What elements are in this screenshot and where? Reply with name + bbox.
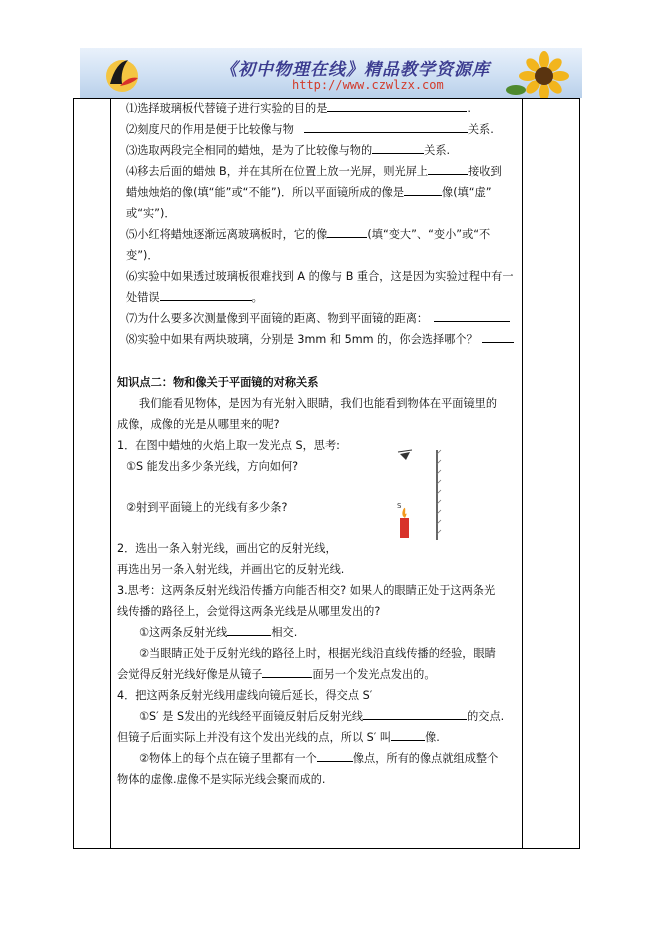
- step-4b-text: ②物体上的每个点在镜子里都有一个: [139, 752, 317, 765]
- step-4b-line1: [117, 748, 519, 769]
- step-1a: ①S 能发出多少条光线，方向如何?: [126, 460, 299, 473]
- banner-url[interactable]: http://www.czwlzx.com: [292, 78, 444, 92]
- q5-tail-1: (填“变大”、“变小”或“不: [367, 228, 491, 241]
- candle-mirror-figure: [396, 448, 446, 544]
- step-3b-text: 会觉得反射光线好像是从镜子: [117, 668, 263, 681]
- step-4a2-blank[interactable]: [391, 727, 425, 741]
- candle-icon: [400, 508, 409, 538]
- step-3b-tail: 面另一个发光点发出的。: [312, 668, 436, 681]
- step-4b-line2: 物体的虚像.虚像不是实际光线会聚而成的.: [117, 773, 326, 786]
- question-4-line1: [117, 161, 519, 182]
- site-logo-icon: [102, 54, 142, 94]
- q4-blank-1[interactable]: [428, 161, 468, 175]
- step-1: 1．在图中蜡烛的火焰上取一发光点 S，思考:: [117, 439, 340, 452]
- q2-text: ⑵刻度尺的作用是便于比较像与物: [126, 123, 294, 136]
- q3-blank[interactable]: [372, 140, 424, 154]
- q4-tail-2: 像(填“虚”: [442, 186, 492, 199]
- step-4a2-text: 但镜子后面实际上并没有这个发出光线的点，所以 S′ 叫: [117, 731, 392, 744]
- column-divider-right: [522, 98, 523, 849]
- step-4a-line1: [117, 706, 519, 727]
- question-5-line1: [117, 224, 519, 245]
- question-5-line2: [117, 245, 519, 266]
- q7-text: ⑺为什么要多次测量像到平面镜的距离、物到平面镜的距离：: [126, 312, 429, 325]
- step-3a: [117, 622, 519, 643]
- step-4a-tail: 的交点.: [467, 710, 505, 723]
- q6-text-2: 处错误: [126, 291, 160, 304]
- intro-line-2: 成像，成像的光是从哪里来的呢?: [117, 418, 280, 431]
- step-4a-line2: [117, 727, 519, 748]
- q2-tail: 关系.: [467, 123, 494, 136]
- sunflower-icon: [506, 50, 576, 98]
- question-1: [117, 98, 519, 119]
- q8-blank[interactable]: [482, 329, 514, 343]
- worksheet-content: [117, 98, 519, 790]
- q7-blank[interactable]: [434, 308, 510, 322]
- step-3b-line1: ②当眼睛正处于反射光线的路径上时，根据光线沿直线传播的经验，眼睛: [139, 647, 496, 660]
- q4-blank-2[interactable]: [404, 182, 442, 196]
- step-3-line1: 3.思考：这两条反射光线沿传播方向能否相交? 如果人的眼睛正处于这两条光: [117, 584, 496, 597]
- point-s-label: S: [397, 502, 402, 510]
- section-heading: 知识点二：物和像关于平面镜的对称关系: [117, 376, 319, 389]
- question-4-line3: [117, 203, 519, 224]
- column-divider-left: [110, 98, 111, 849]
- q4-text-1: ⑷移去后面的蜡烛 B，并在其所在位置上放一光屏，则光屏上: [126, 165, 429, 178]
- step-3b-blank[interactable]: [262, 664, 312, 678]
- step-3a-tail: 相交.: [271, 626, 298, 639]
- q3-text: ⑶选取两段完全相同的蜡烛，是为了比较像与物的: [126, 144, 373, 157]
- q6-text-1: ⑹实验中如果透过玻璃板很难找到 A 的像与 B 重合，这是因为实验过程中有一: [126, 270, 514, 283]
- step-3a-text: ①这两条反射光线: [139, 626, 228, 639]
- q6-tail: 。: [251, 291, 263, 304]
- q8-text: ⑻实验中如果有两块玻璃，分别是 3mm 和 5mm 的，你会选择哪个？: [126, 333, 478, 346]
- step-2-line1: 2．选出一条入射光线，画出它的反射光线，: [117, 542, 337, 555]
- question-3: [117, 140, 519, 161]
- eye-icon: [398, 450, 412, 460]
- step-3b-line2: [117, 664, 519, 685]
- step-3-line2: 线传播的路径上，会觉得这两条光线是从哪里发出的?: [117, 605, 381, 618]
- step-3a-blank[interactable]: [227, 622, 271, 636]
- question-8: [117, 329, 519, 350]
- q1-text: ⑴选择玻璃板代替镜子进行实验的目的是: [126, 102, 328, 115]
- step-4a-blank[interactable]: [363, 706, 467, 720]
- step-4b-blank[interactable]: [317, 748, 353, 762]
- q2-blank[interactable]: [304, 119, 468, 133]
- step-2-line2: 再选出另一条入射光线，并画出它的反射光线.: [117, 563, 345, 576]
- question-6-line1: [117, 266, 519, 287]
- q3-tail: 关系.: [424, 144, 451, 157]
- q5-text-1: ⑸小红将蜡烛逐渐远离玻璃板时，它的像: [126, 228, 328, 241]
- question-7: [117, 308, 519, 329]
- q4-text-3: 或“实”)．: [126, 207, 176, 220]
- q6-blank[interactable]: [160, 287, 252, 301]
- step-4a-text: ①S′ 是 S发出的光线经平面镜反射后反射光线: [139, 710, 364, 723]
- step-4a2-tail: 像.: [425, 731, 440, 744]
- q5-text-2: 变”)．: [126, 249, 159, 262]
- step-1b: ②射到平面镜上的光线有多少条?: [126, 501, 288, 514]
- step-4: 4．把这两条反射光线用虚线向镜后延长，得交点 S′: [117, 689, 373, 702]
- question-2: [117, 119, 519, 140]
- question-6-line2: [117, 287, 519, 308]
- header-banner: [80, 48, 582, 98]
- q4-text-2: 蜡烛烛焰的像(填“能”或“不能”)．所以平面镜所成的像是: [126, 186, 405, 199]
- q4-tail-1: 接收到: [468, 165, 502, 178]
- q1-tail: .: [467, 102, 471, 115]
- q1-blank[interactable]: [327, 98, 467, 112]
- step-4b-tail: 像点，所有的像点就组成整个: [352, 752, 499, 765]
- intro-line-1: 我们能看见物体，是因为有光射入眼睛，我们也能看到物体在平面镜里的: [139, 397, 498, 410]
- plane-mirror-icon: [437, 450, 441, 540]
- question-4-line2: [117, 182, 519, 203]
- banner-title: 《初中物理在线》精品教学资源库: [220, 60, 490, 80]
- q5-blank[interactable]: [327, 224, 367, 238]
